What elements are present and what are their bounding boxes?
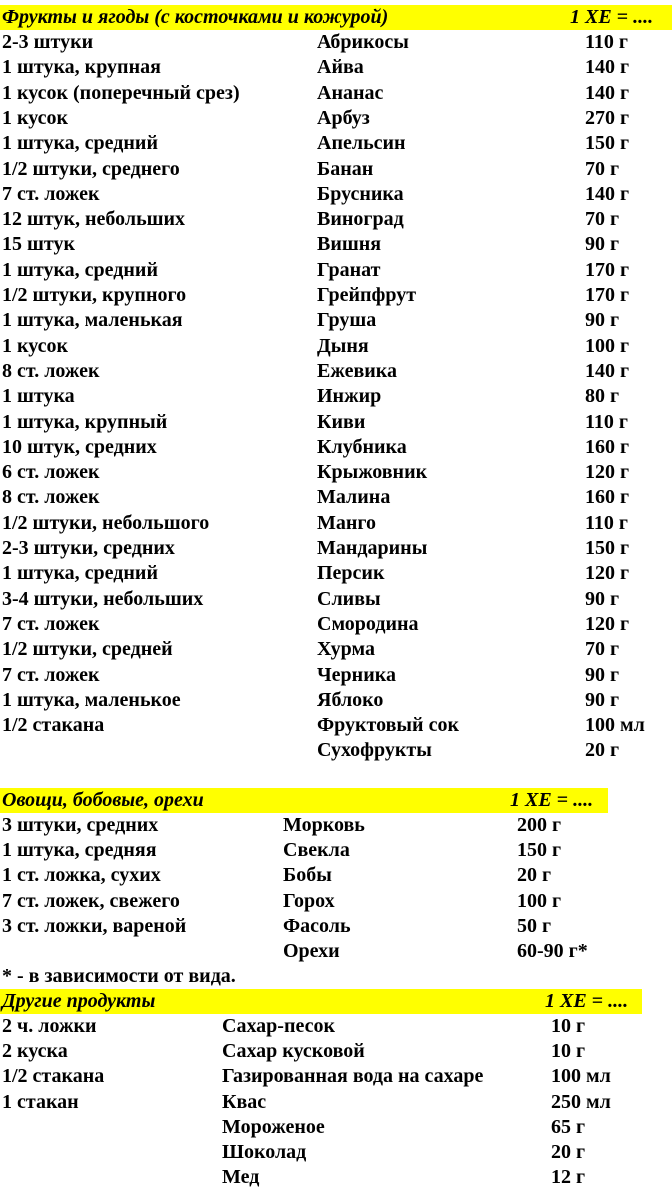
portion-cell: 1 штука, маленькая	[2, 309, 183, 332]
product-cell: Брусника	[317, 182, 404, 205]
product-cell: Клубника	[317, 435, 407, 458]
product-cell: Яблоко	[317, 688, 384, 711]
portion-cell: 3 ст. ложки, вареной	[2, 914, 187, 937]
weight-cell: 70 г	[585, 638, 620, 661]
weight-cell: 20 г	[585, 739, 620, 762]
product-cell: Горох	[283, 889, 335, 912]
portion-cell: 1 штука, средняя	[2, 839, 157, 862]
table-row	[0, 1165, 672, 1190]
table-row	[0, 838, 672, 863]
portion-cell: 1/2 штуки, небольшого	[2, 511, 210, 534]
table-row	[0, 863, 672, 888]
weight-cell: 20 г	[551, 1141, 586, 1163]
weight-cell: 100 г	[585, 334, 630, 357]
weight-cell: 90 г	[585, 663, 620, 686]
weight-cell: 150 г	[517, 839, 562, 862]
portion-cell: 8 ст. ложек	[2, 486, 100, 509]
portion-cell: 6 ст. ложек	[2, 461, 100, 484]
weight-cell: 170 г	[585, 258, 630, 281]
weight-cell: 100 мл	[585, 714, 645, 737]
portion-cell: 1 ст. ложка, сухих	[2, 864, 161, 887]
table-row	[0, 914, 672, 939]
weight-cell: 110 г	[585, 410, 628, 433]
weight-cell: 110 г	[585, 511, 628, 534]
weight-cell: 140 г	[585, 56, 630, 79]
product-cell: Дыня	[317, 334, 369, 357]
portion-cell: 12 штук, небольших	[2, 208, 186, 231]
product-cell: Абрикосы	[317, 31, 409, 53]
table-row	[0, 889, 672, 914]
product-cell: Апельсин	[317, 132, 406, 155]
weight-cell: 270 г	[585, 106, 630, 129]
product-cell: Смородина	[317, 612, 419, 635]
portion-cell: 1 кусок	[2, 106, 69, 129]
weight-cell: 160 г	[585, 486, 630, 509]
product-cell: Манго	[317, 511, 376, 534]
weight-cell: 120 г	[585, 612, 630, 635]
product-cell: Хурма	[317, 638, 375, 661]
product-cell: Ананас	[317, 81, 384, 104]
portion-cell: 15 штук	[2, 233, 75, 256]
portion-cell: 1 кусок (поперечный срез)	[2, 81, 240, 104]
product-cell: Квас	[222, 1090, 267, 1113]
table-row	[0, 1140, 672, 1165]
product-cell: Гранат	[317, 258, 381, 281]
table-row	[0, 813, 672, 838]
portion-cell: 1/2 стакана	[2, 1065, 105, 1088]
weight-cell: 90 г	[585, 688, 620, 711]
weight-cell: 120 г	[585, 562, 630, 585]
weight-cell: 10 г	[551, 1040, 586, 1063]
product-cell: Бобы	[283, 864, 332, 887]
weight-cell: 60-90 г*	[517, 940, 588, 962]
weight-cell: 90 г	[585, 233, 620, 256]
portion-cell: 1/2 штуки, среднего	[2, 157, 180, 180]
table-row	[0, 207, 672, 232]
portion-cell: 1/2 штуки, крупного	[2, 284, 187, 306]
table-row	[0, 637, 672, 662]
product-cell: Свекла	[283, 839, 350, 862]
product-cell: Персик	[317, 562, 385, 585]
product-cell: Айва	[317, 56, 364, 79]
portion-cell: 7 ст. ложек	[2, 612, 100, 635]
portion-cell: 2 ч. ложки	[2, 1015, 97, 1037]
product-cell: Черника	[317, 663, 396, 686]
table-row	[0, 30, 672, 55]
product-cell: Крыжовник	[317, 461, 428, 484]
footnote: * - в зависимости от вида.	[2, 965, 236, 987]
table-row	[0, 1064, 672, 1089]
weight-cell: 140 г	[585, 81, 630, 104]
table-row	[0, 612, 672, 637]
weight-cell: 90 г	[585, 309, 620, 332]
weight-cell: 140 г	[585, 182, 630, 205]
table-row	[0, 81, 672, 106]
portion-cell: 2-3 штуки	[2, 31, 94, 53]
table-row	[0, 713, 672, 738]
weight-cell: 80 г	[585, 385, 620, 408]
section-title: Фрукты и ягоды (с косточками и кожурой)	[2, 6, 389, 28]
table-row	[0, 157, 672, 182]
weight-cell: 120 г	[585, 461, 630, 484]
portion-cell: 10 штук, средних	[2, 435, 157, 458]
weight-cell: 250 мл	[551, 1090, 611, 1113]
portion-cell: 1 штука, средний	[2, 258, 158, 281]
portion-cell: 1 штука, средний	[2, 132, 158, 155]
table-row	[0, 435, 672, 460]
product-cell: Мед	[222, 1166, 260, 1189]
portion-cell: 1 штука, средний	[2, 562, 158, 585]
product-cell: Киви	[317, 410, 366, 433]
weight-cell: 110 г	[585, 31, 628, 53]
portion-cell: 1/2 стакана	[2, 714, 105, 737]
weight-cell: 12 г	[551, 1166, 586, 1189]
product-cell: Сахар-песок	[222, 1015, 336, 1037]
weight-cell: 70 г	[585, 208, 620, 231]
table-row	[0, 359, 672, 384]
product-cell: Банан	[317, 157, 374, 180]
table-row	[0, 1014, 672, 1039]
section-title: Другие продукты	[2, 990, 156, 1012]
table-row	[0, 1115, 672, 1140]
table-row	[0, 511, 672, 536]
table-row	[0, 308, 672, 333]
product-cell: Груша	[317, 309, 377, 332]
product-cell: Сахар кусковой	[222, 1040, 365, 1063]
section-header-other	[0, 989, 642, 1014]
weight-cell: 150 г	[585, 537, 630, 559]
table-row	[0, 334, 672, 359]
table-row	[0, 258, 672, 283]
portion-cell: 1 штука, маленькое	[2, 688, 181, 711]
portion-cell: 1/2 штуки, средней	[2, 638, 173, 661]
portion-cell: 1 штука, крупная	[2, 56, 161, 79]
weight-cell: 90 г	[585, 587, 620, 610]
weight-cell: 50 г	[517, 914, 552, 937]
product-cell: Сухофрукты	[317, 739, 432, 762]
product-cell: Виноград	[317, 208, 404, 231]
section-header-vegetables	[0, 788, 608, 813]
portion-cell: 2-3 штуки, средних	[2, 537, 175, 559]
table-row	[0, 55, 672, 80]
weight-cell: 100 мл	[551, 1065, 611, 1088]
table-row	[0, 283, 672, 308]
portion-cell: 7 ст. ложек	[2, 182, 100, 205]
section-title: Овощи, бобовые, орехи	[2, 789, 204, 811]
table-row	[0, 939, 672, 964]
table-row	[0, 182, 672, 207]
portion-cell: 8 ст. ложек	[2, 359, 100, 382]
portion-cell: 2 куска	[2, 1040, 68, 1063]
table-row	[0, 561, 672, 586]
table-row	[0, 460, 672, 485]
product-cell: Газированная вода на сахаре	[222, 1065, 484, 1088]
unit-label: 1 ХЕ = ....	[545, 990, 629, 1012]
portion-cell: 1 стакан	[2, 1090, 79, 1113]
unit-label: 1 ХЕ = ....	[570, 6, 654, 28]
product-cell: Малина	[317, 486, 391, 509]
unit-label: 1 ХЕ = ....	[510, 789, 594, 811]
product-cell: Сливы	[317, 587, 381, 610]
portion-cell: 1 кусок	[2, 334, 69, 357]
weight-cell: 200 г	[517, 814, 562, 836]
section-header-fruits	[0, 5, 672, 30]
table-row	[0, 131, 672, 156]
product-cell: Арбуз	[317, 106, 370, 129]
table-row	[0, 106, 672, 131]
product-cell: Мандарины	[317, 537, 428, 559]
table-row	[0, 738, 672, 763]
weight-cell: 65 г	[551, 1115, 586, 1138]
product-cell: Орехи	[283, 940, 340, 962]
product-cell: Фруктовый сок	[317, 714, 459, 737]
product-cell: Вишня	[317, 233, 382, 256]
table-row	[0, 410, 672, 435]
product-cell: Шоколад	[222, 1141, 307, 1163]
portion-cell: 1 штука	[2, 385, 75, 408]
portion-cell: 7 ст. ложек, свежего	[2, 889, 180, 912]
table-row	[0, 688, 672, 713]
table-row	[0, 1090, 672, 1115]
table-row	[0, 232, 672, 257]
product-cell: Грейпфрут	[317, 284, 417, 306]
table-row	[0, 536, 672, 561]
portion-cell: 1 штука, крупный	[2, 410, 168, 433]
weight-cell: 70 г	[585, 157, 620, 180]
product-cell: Морковь	[283, 814, 365, 836]
table-row	[0, 485, 672, 510]
portion-cell: 7 ст. ложек	[2, 663, 100, 686]
product-cell: Инжир	[317, 385, 382, 408]
table-row	[0, 1039, 672, 1064]
portion-cell: 3-4 штуки, небольших	[2, 587, 204, 610]
portion-cell: 3 штуки, средних	[2, 814, 159, 836]
weight-cell: 160 г	[585, 435, 630, 458]
weight-cell: 10 г	[551, 1015, 586, 1037]
weight-cell: 100 г	[517, 889, 562, 912]
table-row	[0, 384, 672, 409]
product-cell: Мороженое	[222, 1115, 325, 1138]
weight-cell: 140 г	[585, 359, 630, 382]
weight-cell: 20 г	[517, 864, 552, 887]
product-cell: Фасоль	[283, 914, 351, 937]
product-cell: Ежевика	[317, 359, 397, 382]
weight-cell: 150 г	[585, 132, 630, 155]
table-row	[0, 663, 672, 688]
weight-cell: 170 г	[585, 284, 630, 306]
table-row	[0, 587, 672, 612]
